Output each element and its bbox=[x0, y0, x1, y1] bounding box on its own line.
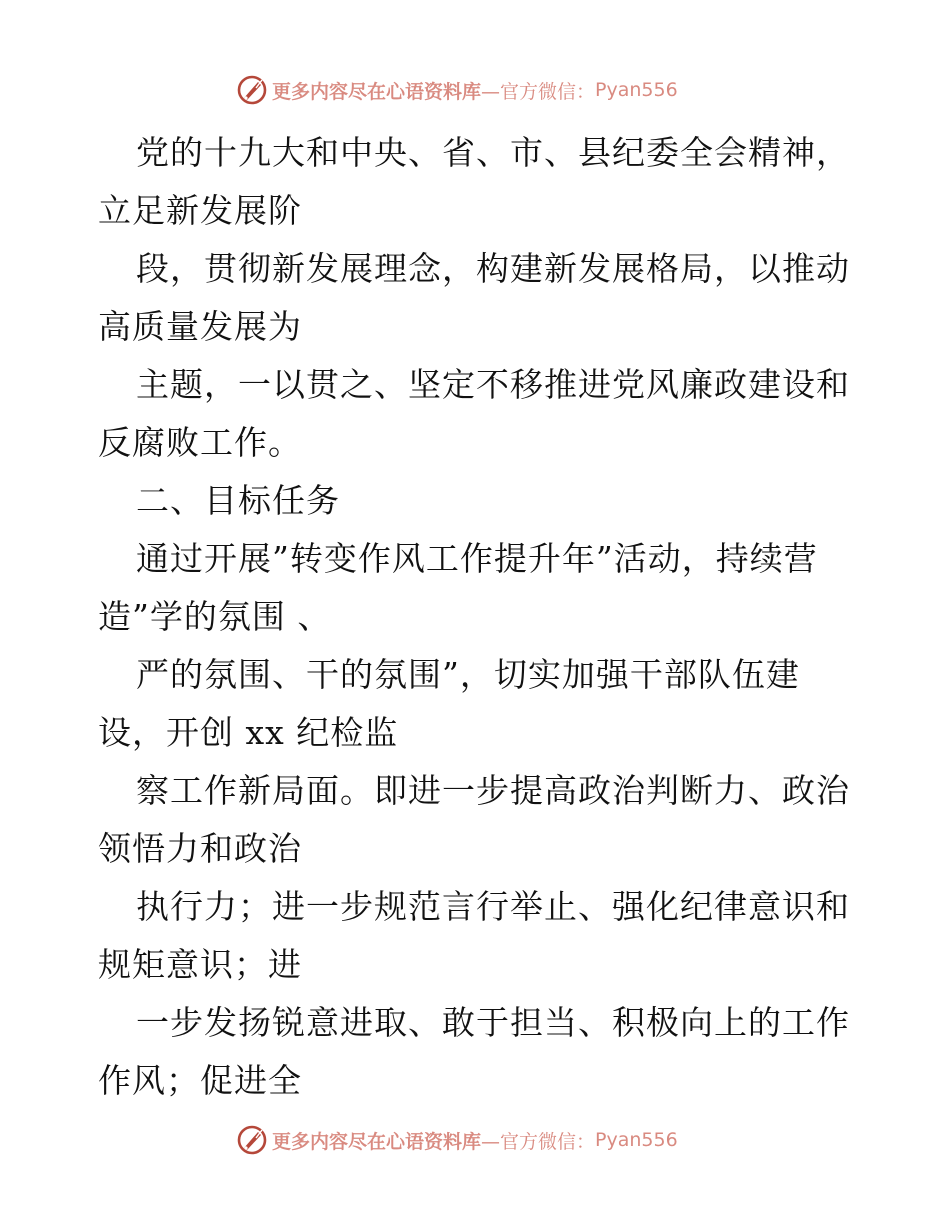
document-body bbox=[98, 124, 858, 1110]
footer-watermark-separator: —官方微信： bbox=[481, 1130, 596, 1153]
header-watermark-account: Pyan556 bbox=[595, 79, 678, 101]
text-line: 立足新发展阶 bbox=[98, 191, 302, 230]
quill-logo-icon bbox=[236, 74, 268, 106]
footer-watermark bbox=[236, 1122, 716, 1158]
text-line: 作风；促进全 bbox=[98, 1061, 302, 1100]
text-line: 规矩意识；进 bbox=[98, 945, 302, 984]
header-watermark-text: 更多内容尽在心语资料库 bbox=[272, 80, 482, 103]
text-line: 高质量发展为 bbox=[98, 307, 302, 346]
text-line: 一步发扬锐意进取、敢于担当、积极向上的工作 bbox=[136, 1003, 850, 1042]
footer-watermark-text: 更多内容尽在心语资料库 bbox=[272, 1130, 482, 1153]
section-heading: 二、目标任务 bbox=[136, 481, 340, 520]
text-line: 领悟力和政治 bbox=[98, 829, 302, 868]
text-line: 严的氛围、干的氛围”，切实加强干部队伍建 bbox=[136, 655, 800, 694]
text-line: 通过开展”转变作风工作提升年”活动，持续营 bbox=[136, 539, 818, 578]
quill-logo-icon bbox=[236, 1124, 268, 1156]
text-line: 段，贯彻新发展理念，构建新发展格局，以推动 bbox=[136, 249, 850, 288]
text-line: 察工作新局面。即进一步提高政治判断力、政治 bbox=[136, 771, 850, 810]
header-watermark-separator: —官方微信： bbox=[481, 80, 596, 103]
text-line: 主题，一以贯之、坚定不移推进党风廉政建设和 bbox=[136, 365, 850, 404]
text-line: 设，开创 xx 纪检监 bbox=[98, 713, 399, 752]
text-line: 党的十九大和中央、省、市、县纪委全会精神， bbox=[136, 133, 850, 172]
footer-watermark-account: Pyan556 bbox=[595, 1129, 678, 1151]
text-line: 造”学的氛围 、 bbox=[98, 597, 332, 636]
text-line: 反腐败工作。 bbox=[98, 423, 302, 462]
header-watermark bbox=[236, 72, 716, 108]
text-line: 执行力；进一步规范言行举止、强化纪律意识和 bbox=[136, 887, 850, 926]
